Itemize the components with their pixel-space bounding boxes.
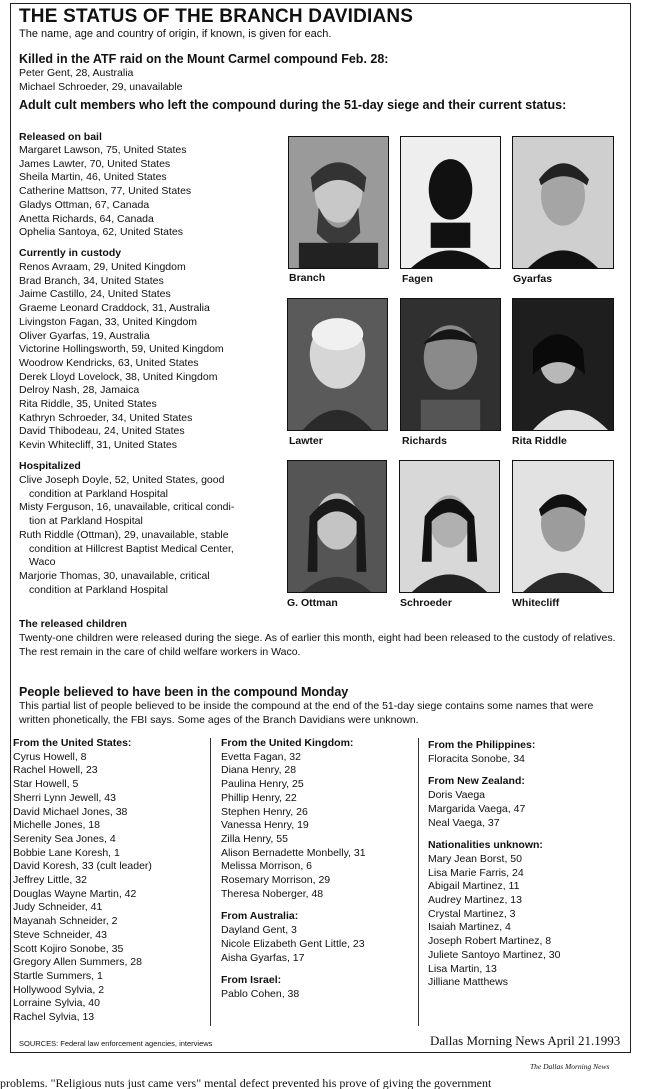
list-item: Phillip Henry, 22 (221, 791, 297, 804)
list-item: Renos Avraam, 29, United Kingdom (19, 261, 186, 273)
israel-heading: From Israel: (221, 974, 282, 987)
list-item: Waco (29, 556, 56, 569)
list-item: Misty Ferguson, 16, unavailable, critical condi- (19, 501, 235, 514)
list-item: Serenity Sea Jones, 4 (13, 832, 116, 845)
list-item: Marjorie Thomas, 30, unavailable, critical (19, 569, 210, 582)
list-item: David Michael Jones, 38 (13, 805, 128, 818)
unknown-heading: Nationalities unknown: (428, 839, 543, 852)
list-item: Dayland Gent, 3 (221, 924, 297, 937)
list-item: Michelle Jones, 18 (13, 819, 100, 832)
list-item: Doris Vaega (428, 789, 486, 802)
list-item: Peter Gent, 28, Australia (19, 67, 134, 79)
monday-paragraph: This partial list of people believed to be inside the compound at the end of the 51-day siege contains some names that were written phonetically, the FBI says. Some ages of the Branch Davidians were unknown. (19, 700, 594, 726)
killed-list (19, 67, 182, 94)
photo-branch (288, 136, 389, 269)
list-item: Startle Summers, 1 (13, 969, 103, 982)
us-heading: From the United States: (13, 737, 132, 749)
monday-heading: People believed to have been in the compound Monday (19, 685, 349, 699)
list-item: Hollywood Sylvia, 2 (13, 983, 105, 996)
uk-heading: From the United Kingdom: (221, 737, 354, 749)
article-subtitle: The name, age and country of origin, if known, is given for each. (19, 28, 332, 40)
list-item: Judy Schneider, 41 (13, 901, 103, 914)
photo-gyarfas (512, 136, 614, 269)
photo-caption: G. Ottman (287, 597, 338, 609)
list-item: Sheila Martin, 46, United States (19, 171, 167, 184)
list-item: Juliete Santoyo Martinez, 30 (428, 948, 561, 961)
list-item: Crystal Martinez, 3 (428, 907, 516, 920)
list-item: Lisa Martin, 13 (428, 962, 497, 975)
photo-richards (400, 298, 501, 431)
photo-whitecliff (512, 460, 614, 593)
list-item: Graeme Leonard Craddock, 31, Australia (19, 302, 210, 315)
children-paragraph: Twenty-one children were released during the siege. As of earlier this month, eight had been released to the custody of relatives. The rest remain in the care of child welfare workers in Waco. (19, 632, 616, 658)
list-item: Nicole Elizabeth Gent Little, 23 (221, 937, 365, 950)
column-divider (210, 738, 211, 1026)
list-item: Steve Schneider, 43 (13, 928, 107, 941)
list-item: Alison Bernadette Monbelly, 31 (221, 846, 366, 859)
uk-column (221, 737, 366, 1002)
list-item: Vanessa Henry, 19 (221, 819, 309, 832)
list-item: Margarida Vaega, 47 (428, 802, 526, 815)
list-item: Kevin Whitecliff, 31, United States (19, 439, 177, 452)
list-item: David Koresh, 33 (cult leader) (13, 860, 152, 873)
photo-caption: Rita Riddle (512, 435, 567, 447)
list-item: Mary Jean Borst, 50 (428, 852, 522, 865)
photo-caption: Whitecliff (512, 597, 560, 609)
list-item: Floracita Sonobe, 34 (428, 752, 525, 765)
photo-schroeder (399, 460, 500, 593)
killed-heading: Killed in the ATF raid on the Mount Carmel compound Feb. 28: (19, 52, 389, 66)
photo-caption: Branch (289, 272, 326, 284)
list-item: David Thibodeau, 24, United States (19, 425, 185, 438)
column-divider (418, 738, 419, 1026)
hospital-heading: Hospitalized (19, 460, 81, 472)
list-item: Jeffrey Little, 32 (13, 874, 87, 887)
photo-g-ottman (287, 460, 387, 593)
list-item: Oliver Gyarfas, 19, Australia (19, 329, 150, 342)
list-item: Cyrus Howell, 8 (13, 750, 87, 763)
list-item: Douglas Wayne Martin, 42 (13, 887, 137, 900)
list-item: Pablo Cohen, 38 (221, 987, 300, 1000)
photo-fagen (400, 136, 501, 269)
list-item: tion at Parkland Hospital (29, 515, 143, 528)
list-item: Delroy Nash, 28, Jamaica (19, 384, 140, 397)
sources-line: SOURCES: Federal law enforcement agencies, interviews (19, 1039, 213, 1048)
list-item: Diana Henry, 28 (221, 764, 297, 777)
list-item: Scott Kojiro Sonobe, 35 (13, 942, 124, 955)
list-item: Theresa Noberger, 48 (221, 887, 324, 900)
list-item: Isaiah Martinez, 4 (428, 921, 511, 934)
list-item: Ophelia Santoya, 62, United States (19, 226, 184, 239)
list-item: Gladys Ottman, 67, Canada (19, 198, 150, 211)
list-item: Zilla Henry, 55 (221, 832, 288, 845)
list-item: Margaret Lawson, 75, United States (19, 144, 187, 156)
photo-caption: Richards (402, 435, 447, 447)
custody-list (19, 261, 224, 453)
list-item: Abigail Martinez, 11 (428, 880, 520, 893)
list-item: Ruth Riddle (Ottman), 29, unavailable, stable (19, 528, 229, 541)
list-item: Anetta Richards, 64, Canada (19, 212, 154, 225)
list-item: Mayanah Schneider, 2 (13, 915, 118, 928)
photo-lawter (287, 298, 388, 431)
us-column (13, 737, 152, 1025)
children-heading: The released children (19, 618, 127, 630)
other-column (428, 739, 561, 990)
list-item: Neal Vaega, 37 (428, 816, 500, 829)
photo-caption: Gyarfas (513, 273, 553, 285)
australia-heading: From Australia: (221, 910, 299, 923)
list-item: Lorraine Sylvia, 40 (13, 997, 100, 1010)
list-item: Jilliane Matthews (428, 976, 508, 989)
hospital-list (19, 474, 234, 597)
photo-caption: Schroeder (400, 597, 452, 609)
list-item: Melissa Morrison, 6 (221, 860, 313, 873)
list-item: condition at Parkland Hospital (29, 583, 168, 596)
list-item: Jaime Castillo, 24, United States (19, 288, 171, 301)
list-item: Rachel Sylvia, 13 (13, 1011, 95, 1024)
list-item: Rita Riddle, 35, United States (19, 398, 157, 411)
list-item: Brad Branch, 34, United States (19, 274, 164, 287)
list-item: Paulina Henry, 25 (221, 778, 304, 791)
list-item: Catherine Mattson, 77, United States (19, 185, 192, 198)
paper-name: The Dallas Morning News (530, 1062, 610, 1071)
list-item: Bobbie Lane Koresh, 1 (13, 846, 120, 859)
list-item: Aisha Gyarfas, 17 (221, 951, 305, 964)
list-item: Derek Lloyd Lovelock, 38, United Kingdom (19, 370, 218, 383)
list-item: Woodrow Kendricks, 63, United States (19, 356, 199, 369)
philippines-heading: From the Philippines: (428, 739, 536, 751)
list-item: Rosemary Morrison, 29 (221, 874, 331, 887)
list-item: Lisa Marie Farris, 24 (428, 866, 524, 879)
custody-heading: Currently in custody (19, 247, 122, 259)
list-item: Clive Joseph Doyle, 52, United States, good (19, 474, 225, 486)
list-item: Michael Schroeder, 29, unavailable (19, 80, 183, 93)
photo-caption: Fagen (402, 273, 433, 285)
list-item: Kathryn Schroeder, 34, United States (19, 411, 193, 424)
new-zealand-heading: From New Zealand: (428, 775, 525, 788)
list-item: Audrey Martinez, 13 (428, 894, 522, 907)
list-item: Evetta Fagan, 32 (221, 750, 301, 763)
list-item: Stephen Henry, 26 (221, 805, 308, 818)
list-item: Gregory Allen Summers, 28 (13, 956, 142, 969)
list-item: Rachel Howell, 23 (13, 764, 98, 777)
list-item: Victorine Hollingsworth, 59, United Kingdom (19, 343, 224, 356)
article-title: THE STATUS OF THE BRANCH DAVIDIANS (19, 6, 414, 27)
photo-rita-riddle (512, 298, 614, 431)
bail-heading: Released on bail (19, 131, 102, 143)
list-item: Star Howell, 5 (13, 778, 79, 791)
bail-list (19, 144, 191, 240)
list-item: condition at Parkland Hospital (29, 487, 168, 500)
photo-caption: Lawter (289, 435, 323, 447)
list-item: Joseph Robert Martinez, 8 (428, 935, 552, 948)
list-item: James Lawter, 70, United States (19, 157, 171, 170)
left-compound-heading: Adult cult members who left the compound during the 51-day siege and their current status: (19, 98, 567, 112)
list-item: condition at Hillcrest Baptist Medical Center, (29, 542, 234, 555)
publication-credit: Dallas Morning News April 21.1993 (430, 1033, 621, 1048)
list-item: Livingston Fagan, 33, United Kingdom (19, 315, 198, 328)
footer-text: problems. "Religious nuts just came vers" mental defect prevented his prove of giving the government (0, 1076, 492, 1089)
list-item: Sherri Lynn Jewell, 43 (13, 791, 116, 804)
